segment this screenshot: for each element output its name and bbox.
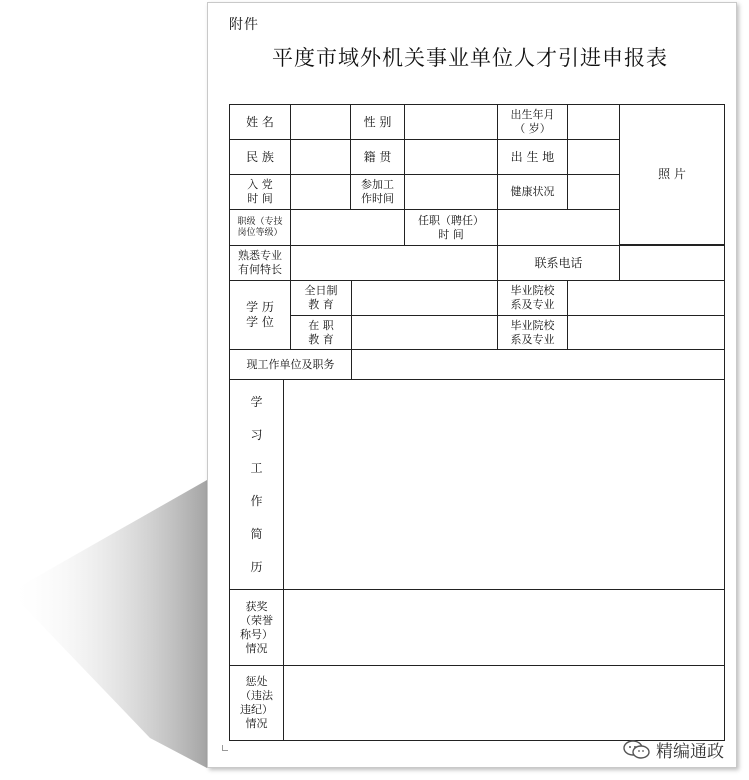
ethnicity-value[interactable] — [290, 139, 351, 175]
inservice-edu-label: 在 职 教 育 — [290, 315, 352, 350]
specialty-label: 熟悉专业 有何特长 — [229, 245, 291, 281]
rank-value[interactable] — [290, 209, 405, 246]
name-value[interactable] — [290, 104, 351, 140]
fulltime-edu-label: 全日制 教 育 — [290, 280, 352, 316]
education-label: 学 历 学 位 — [229, 280, 291, 350]
watermark — [622, 737, 724, 762]
resume-value[interactable] — [283, 379, 725, 590]
work-start-value[interactable] — [404, 174, 498, 210]
school-major-value-2[interactable] — [567, 315, 725, 350]
school-major-label-2: 毕业院校 系及专业 — [497, 315, 568, 350]
health-label: 健康状况 — [497, 174, 568, 210]
party-join-value[interactable] — [290, 174, 351, 210]
photo-box[interactable]: 照 片 — [619, 104, 725, 245]
tenure-value[interactable] — [497, 209, 620, 246]
resume-label: 学 习 工 作 简 历 — [229, 379, 284, 590]
birthplace-label: 出 生 地 — [497, 139, 568, 175]
phone-value[interactable] — [619, 245, 725, 281]
current-job-label: 现工作单位及职务 — [229, 349, 352, 380]
school-major-value-1[interactable] — [567, 280, 725, 316]
awards-value[interactable] — [283, 589, 725, 666]
health-value[interactable] — [567, 174, 620, 210]
awards-label: 获奖 （荣誉 称号） 情况 — [229, 589, 284, 666]
specialty-value[interactable] — [290, 245, 498, 281]
native-place-label: 籍 贯 — [350, 139, 405, 175]
native-place-value[interactable] — [404, 139, 498, 175]
attachment-label: 附件 — [229, 17, 259, 33]
party-join-label: 入 党 时 间 — [229, 174, 291, 210]
phone-label: 联系电话 — [497, 245, 620, 281]
fulltime-edu-value[interactable] — [351, 280, 498, 316]
rank-label: 职级（专技 岗位等级） — [229, 209, 291, 246]
watermark-text: 精编通政 — [656, 742, 724, 762]
inservice-edu-value[interactable] — [351, 315, 498, 350]
page-corner-mark — [222, 745, 228, 751]
gender-value[interactable] — [404, 104, 498, 140]
page-title: 平度市域外机关事业单位人才引进申报表 — [272, 46, 668, 70]
punishment-label: 惩处 （违法 违纪） 情况 — [229, 665, 284, 741]
tenure-label: 任职（聘任） 时 间 — [404, 209, 498, 246]
gender-label: 性 别 — [350, 104, 405, 140]
wechat-icon — [622, 739, 652, 761]
application-form-table — [229, 104, 725, 741]
name-label: 姓 名 — [229, 104, 291, 140]
punishment-value[interactable] — [283, 665, 725, 741]
birth-date-value[interactable] — [567, 104, 620, 140]
current-job-value[interactable] — [351, 349, 725, 380]
birthplace-value[interactable] — [567, 139, 620, 175]
birth-date-label: 出生年月 （ 岁） — [497, 104, 568, 140]
school-major-label-1: 毕业院校 系及专业 — [497, 280, 568, 316]
ethnicity-label: 民 族 — [229, 139, 291, 175]
work-start-label: 参加工 作时间 — [350, 174, 405, 210]
